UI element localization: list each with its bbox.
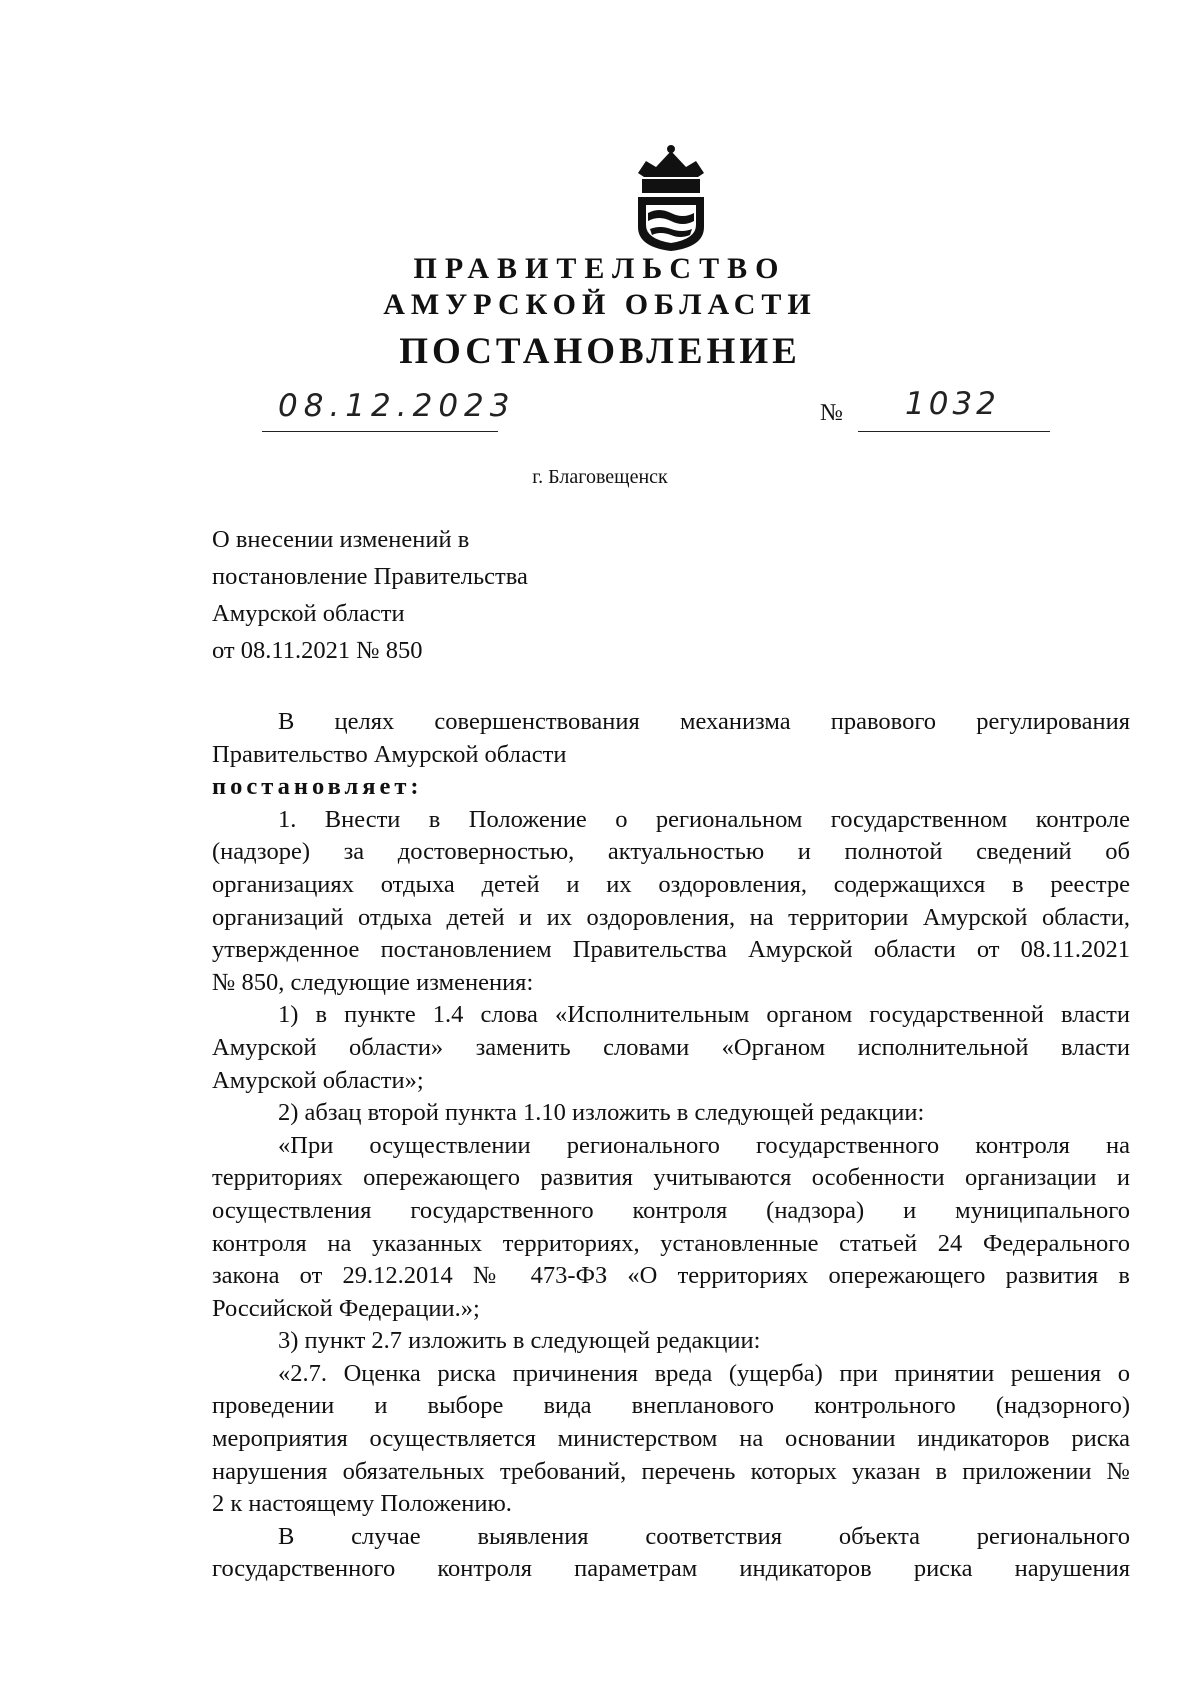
subject-line: Амурской области bbox=[212, 600, 405, 627]
city-label: г. Благовещенск bbox=[532, 466, 668, 488]
body-line: утвержденное постановлением Правительства Амурской области от 08.11.2021 bbox=[212, 936, 1130, 964]
body-line: нарушения обязательных требований, перечень которых указан в приложении № bbox=[212, 1457, 1130, 1485]
body-line: (надзоре) за достоверностью, актуальностью и полнотой сведений об bbox=[212, 838, 1130, 866]
body-line: Амурской области» заменить словами «Органом исполнительной власти bbox=[212, 1033, 1130, 1061]
document-date: 08.12.2023 bbox=[278, 388, 516, 424]
body-line: проведении и выборе вида внепланового контрольного (надзорного) bbox=[212, 1392, 1130, 1420]
date-underline bbox=[262, 431, 498, 432]
body-line: 1. Внести в Положение о региональном государственном контроле bbox=[278, 805, 1130, 833]
document-body bbox=[212, 706, 1130, 1586]
body-line: № 850, следующие изменения: bbox=[212, 968, 534, 996]
body-line: 2) абзац второй пункта 1.10 изложить в следующей редакции: bbox=[278, 1099, 925, 1127]
coat-of-arms-icon bbox=[632, 143, 710, 253]
body-line: закона от 29.12.2014 № 473-ФЗ «О территориях опережающего развития в bbox=[212, 1262, 1130, 1290]
body-line: территориях опережающего развития учитываются особенности организации и bbox=[212, 1164, 1130, 1192]
document-number: 1032 bbox=[905, 386, 1000, 422]
body-line: В целях совершенствования механизма правового регулирования bbox=[278, 708, 1130, 735]
body-line: 2 к настоящему Положению. bbox=[212, 1490, 512, 1518]
body-line: Российской Федерации.»; bbox=[212, 1294, 480, 1322]
body-line: «2.7. Оценка риска причинения вреда (ущерба) при принятии решения о bbox=[278, 1359, 1130, 1387]
number-underline bbox=[858, 431, 1050, 432]
number-sign: № bbox=[820, 400, 843, 426]
subject-line: от 08.11.2021 № 850 bbox=[212, 637, 423, 664]
body-line: государственного контроля параметрам индикаторов риска нарушения bbox=[212, 1555, 1130, 1583]
resolves-keyword: постановляет: bbox=[212, 773, 423, 801]
government-title: ПРАВИТЕЛЬСТВО bbox=[413, 252, 787, 285]
subject-line: О внесении изменений в bbox=[212, 526, 470, 553]
body-line: Правительство Амурской области bbox=[212, 740, 567, 768]
body-line: организациях отдыха детей и их оздоровления, содержащихся в реестре bbox=[212, 870, 1130, 898]
document-subject bbox=[212, 521, 528, 669]
body-line: В случае выявления соответствия объекта регионального bbox=[278, 1522, 1130, 1550]
document-type-title: ПОСТАНОВЛЕНИЕ bbox=[399, 331, 801, 372]
body-line: «При осуществлении регионального государственного контроля на bbox=[278, 1131, 1130, 1159]
body-line: 1) в пункте 1.4 слова «Исполнительным органом государственной власти bbox=[278, 1001, 1130, 1029]
subject-line: постановление Правительства bbox=[212, 563, 528, 590]
body-line: Амурской области»; bbox=[212, 1066, 424, 1094]
body-line: 3) пункт 2.7 изложить в следующей редакции: bbox=[278, 1327, 761, 1355]
region-title: АМУРСКОЙ ОБЛАСТИ bbox=[383, 288, 817, 321]
body-line: контроля на указанных территориях, установленные статьей 24 Федерального bbox=[212, 1229, 1130, 1257]
body-line: организаций отдыха детей и их оздоровления, на территории Амурской области, bbox=[212, 903, 1130, 931]
body-line: осуществления государственного контроля (надзора) и муниципального bbox=[212, 1196, 1130, 1224]
body-line: мероприятия осуществляется министерством на основании индикаторов риска bbox=[212, 1425, 1130, 1453]
